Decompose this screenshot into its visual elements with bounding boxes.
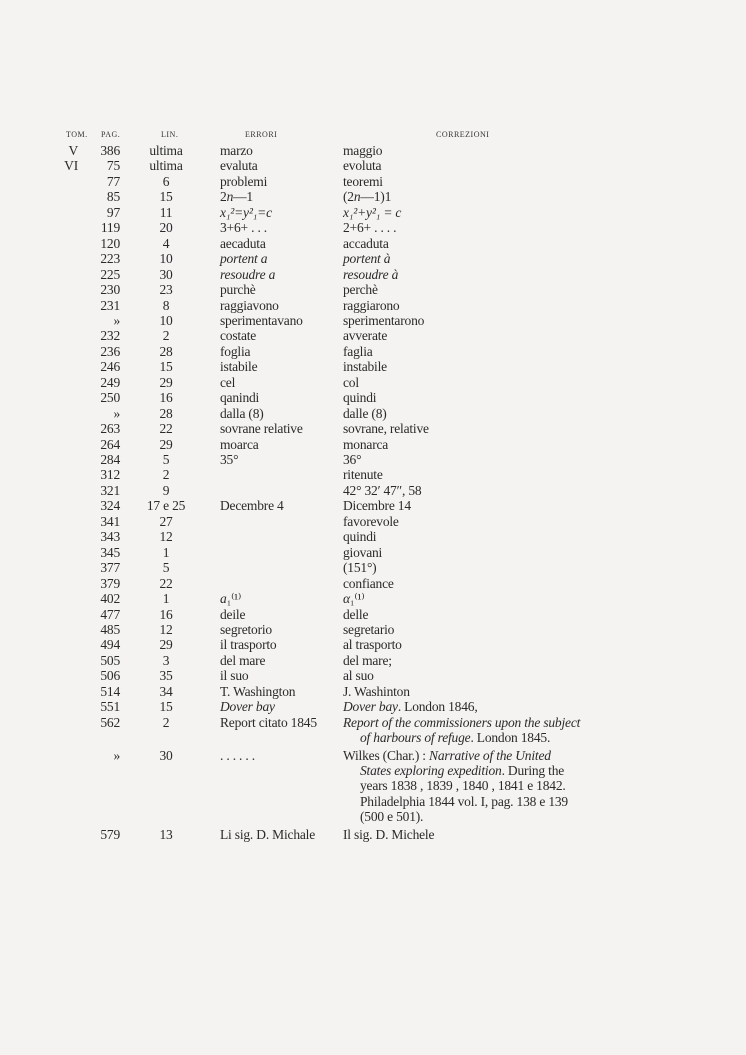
lin-cell: 2	[162, 328, 170, 344]
correzioni-cell: ritenute	[343, 467, 383, 483]
errori-cell: sovrane relative	[220, 421, 303, 437]
lin-cell: 15	[159, 189, 173, 205]
pag-cell: 223	[100, 251, 120, 267]
correzioni-cell: teoremi	[343, 173, 383, 189]
pag-cell: 246	[100, 359, 120, 375]
correction-line	[343, 809, 568, 824]
pag-cell: 120	[100, 235, 120, 251]
lin-cell: 17 e 25	[146, 498, 186, 514]
correzioni-cell	[343, 205, 401, 220]
pag-cell: 119	[100, 220, 120, 236]
errori-cell: moarca	[220, 436, 259, 452]
pag-cell: 345	[100, 544, 120, 560]
pag-cell: 494	[100, 637, 120, 653]
lin-cell: 5	[162, 560, 170, 576]
lin-cell: 20	[159, 220, 173, 236]
correzioni-cell: evoluta	[343, 158, 382, 174]
pag-cell: 379	[100, 575, 120, 591]
text-segment: . London 1845.	[470, 730, 551, 746]
errori-cell: Decembre 4	[220, 498, 284, 514]
correzioni-cell: Dicembre 14	[343, 498, 411, 514]
correction-line	[343, 730, 580, 745]
pag-cell: 579	[100, 826, 120, 842]
header-pag: PAG.	[101, 130, 121, 139]
correzioni-cell: quindi	[343, 529, 377, 545]
header-correzioni: CORREZIONI	[436, 130, 490, 139]
lin-cell: 15	[159, 699, 173, 715]
errori-cell: dalla (8)	[220, 405, 264, 421]
lin-cell: ultima	[149, 158, 183, 174]
errori-cell: Report citato 1845	[220, 714, 317, 730]
correzioni-cell: al trasporto	[343, 637, 402, 653]
pag-cell: 506	[100, 668, 120, 684]
errori-cell: purchè	[220, 282, 256, 298]
tom-cell: V	[68, 143, 78, 158]
text-segment: ₁⁽¹⁾	[226, 591, 242, 607]
text-segment: States exploring expedition	[360, 762, 502, 778]
lin-cell: 13	[159, 826, 173, 842]
pag-cell: 343	[100, 529, 120, 545]
correzioni-cell: col	[343, 374, 359, 390]
text-segment: resoudre a	[220, 266, 276, 282]
text-segment: Dover bay	[220, 699, 275, 715]
pag-cell: 505	[100, 652, 120, 668]
text-segment: ₁⁽¹⁾	[349, 591, 365, 607]
errori-cell: sperimentavano	[220, 312, 303, 328]
errori-cell: costate	[220, 328, 257, 344]
errori-cell: segretorio	[220, 621, 272, 637]
errori-cell	[220, 251, 267, 266]
pag-cell: 402	[100, 591, 120, 607]
correzioni-cell: raggiarono	[343, 297, 400, 313]
lin-cell: 16	[159, 606, 173, 622]
pag-cell: 551	[100, 699, 120, 715]
text-segment: Philadelphia 1844 vol. I, pag. 138 e 139	[360, 793, 568, 809]
text-segment: Wilkes (Char.) :	[343, 747, 430, 763]
correzioni-cell: del mare;	[343, 652, 392, 668]
correzioni-cell: delle	[343, 606, 369, 622]
correzioni-cell: favorevole	[343, 513, 399, 529]
lin-cell: 35	[159, 668, 173, 684]
errori-cell: deile	[220, 606, 246, 622]
pag-cell: »	[113, 405, 120, 421]
text-segment: portent a	[220, 251, 268, 267]
correzioni-cell	[343, 189, 391, 204]
errori-cell: istabile	[220, 359, 258, 375]
correction-line	[343, 794, 568, 809]
text-segment: 2	[220, 189, 227, 205]
correzioni-cell	[343, 267, 398, 282]
lin-cell: 11	[159, 204, 173, 220]
lin-cell: 29	[159, 436, 173, 452]
pag-cell: 477	[100, 606, 120, 622]
correzioni-cell	[343, 715, 580, 746]
pag-cell: 236	[100, 343, 120, 359]
header-tom: TOM.	[66, 130, 88, 139]
text-segment: . London 1846,	[397, 699, 478, 715]
lin-cell: ultima	[149, 143, 183, 158]
text-segment: α	[343, 591, 350, 607]
pag-cell: 324	[100, 498, 120, 514]
correzioni-cell	[343, 748, 568, 825]
text-segment: (500 e 501).	[360, 809, 424, 825]
pag-cell: 263	[100, 421, 120, 437]
pag-cell: 249	[100, 374, 120, 390]
lin-cell: 10	[159, 251, 173, 267]
errori-cell: il suo	[220, 668, 249, 684]
correzioni-cell: Il sig. D. Michele	[343, 826, 435, 842]
lin-cell: 3	[162, 652, 170, 668]
text-segment: Dover bay	[343, 699, 398, 715]
correzioni-cell: perchè	[343, 282, 378, 298]
text-segment: x₁²+y²₁ = c	[343, 204, 402, 220]
text-segment: —1	[233, 189, 253, 205]
correzioni-cell: giovani	[343, 544, 383, 560]
errori-cell: cel	[220, 374, 236, 390]
correzioni-cell: sovrane, relative	[343, 421, 429, 437]
correzioni-cell: 36°	[343, 452, 362, 467]
text-segment: of harbours of refuge	[360, 730, 471, 746]
pag-cell: 341	[100, 513, 120, 529]
correction-line	[343, 778, 568, 793]
pag-cell: 225	[100, 266, 120, 282]
lin-cell: 23	[159, 282, 173, 298]
errori-cell: aecaduta	[220, 235, 266, 251]
correzioni-cell: instabile	[343, 359, 387, 375]
errori-cell: problemi	[220, 173, 268, 189]
correzioni-cell: accaduta	[343, 235, 389, 251]
lin-cell: 30	[159, 266, 173, 282]
pag-cell: 312	[100, 467, 120, 483]
pag-cell: 250	[100, 390, 120, 406]
correzioni-cell	[343, 251, 390, 266]
header-errori: ERRORI	[245, 130, 278, 139]
correzioni-cell: monarca	[343, 436, 389, 452]
lin-cell: 12	[159, 529, 173, 545]
correzioni-cell: confiance	[343, 575, 394, 591]
text-segment: n	[226, 189, 234, 205]
errori-cell: . . . . . .	[220, 747, 255, 763]
pag-cell: 264	[100, 436, 120, 452]
lin-cell: 22	[159, 421, 173, 437]
text-segment: . During the	[501, 762, 565, 778]
errori-cell: 3+6+ . . .	[220, 220, 267, 236]
pag-cell: 232	[100, 328, 120, 344]
errori-cell: T. Washington	[220, 683, 296, 699]
lin-cell: 29	[159, 637, 173, 653]
correzioni-cell: (151°)	[343, 560, 377, 576]
correzioni-cell: 42° 32′ 47″, 58	[343, 482, 422, 498]
pag-cell: 321	[100, 482, 120, 498]
correzioni-cell: J. Washinton	[343, 683, 410, 699]
errori-cell	[220, 699, 275, 714]
lin-cell: 27	[159, 513, 173, 529]
lin-cell: 28	[159, 405, 173, 421]
lin-cell: 2	[162, 714, 170, 730]
lin-cell: 16	[159, 390, 173, 406]
errori-cell: 35°	[220, 452, 239, 467]
lin-cell: 34	[159, 683, 173, 699]
text-segment: Report of the commissioners upon the subject	[343, 714, 581, 730]
correzioni-cell: dalle (8)	[343, 405, 387, 421]
errori-cell: qanindi	[220, 390, 260, 406]
lin-cell: 4	[162, 235, 170, 251]
correzioni-cell: avverate	[343, 328, 388, 344]
lin-cell: 6	[162, 173, 170, 189]
errori-cell: foglia	[220, 343, 251, 359]
correzioni-cell: 2+6+ . . . .	[343, 220, 397, 236]
pag-cell: 231	[100, 297, 120, 313]
text-segment: portent à	[343, 251, 391, 267]
pag-cell: »	[113, 747, 120, 763]
text-segment: (2	[343, 189, 354, 205]
pag-cell: 284	[100, 452, 120, 467]
correzioni-cell: faglia	[343, 343, 373, 359]
pag-cell: 562	[100, 714, 120, 730]
lin-cell: 9	[162, 482, 170, 498]
errori-cell	[220, 267, 275, 282]
errori-cell: Li sig. D. Michale	[220, 826, 316, 842]
pag-cell: 485	[100, 621, 120, 637]
header-lin: LIN.	[161, 130, 179, 139]
errori-cell: raggiavono	[220, 297, 279, 313]
pag-cell: »	[113, 312, 120, 328]
correzioni-cell: quindi	[343, 390, 377, 406]
errori-cell	[220, 189, 253, 204]
correzioni-cell: segretario	[343, 621, 395, 637]
text-segment: Narrative of the United	[429, 747, 551, 763]
correction-line	[343, 715, 580, 730]
text-segment: resoudre à	[343, 266, 399, 282]
text-segment: n	[353, 189, 361, 205]
errori-cell	[220, 205, 272, 220]
correzioni-cell	[343, 699, 478, 714]
correzioni-cell	[343, 591, 364, 606]
tom-cell: VI	[64, 158, 78, 174]
lin-cell: 5	[162, 452, 170, 467]
text-segment: —1)1	[360, 189, 392, 205]
lin-cell: 15	[159, 359, 173, 375]
lin-cell: 8	[162, 297, 170, 313]
pag-cell: 85	[106, 189, 120, 205]
lin-cell: 12	[159, 621, 173, 637]
correction-line	[343, 763, 568, 778]
lin-cell: 1	[162, 544, 170, 560]
lin-cell: 2	[162, 467, 170, 483]
text-segment: years 1838 , 1839 , 1840 , 1841 e 1842.	[360, 778, 566, 794]
pag-cell: 386	[100, 143, 120, 158]
lin-cell: 22	[159, 575, 173, 591]
errori-cell: del mare	[220, 652, 266, 668]
errori-cell: il trasporto	[220, 637, 277, 653]
lin-cell: 28	[159, 343, 173, 359]
pag-cell: 77	[106, 173, 120, 189]
errori-cell: evaluta	[220, 158, 258, 174]
lin-cell: 1	[162, 591, 170, 607]
pag-cell: 75	[106, 158, 120, 174]
text-segment: x₁²=y²₁=c	[220, 204, 272, 220]
errori-cell: marzo	[220, 143, 253, 158]
pag-cell: 97	[106, 204, 120, 220]
correzioni-cell: maggio	[343, 143, 383, 158]
correzioni-cell: al suo	[343, 668, 374, 684]
errori-cell	[220, 591, 241, 606]
lin-cell: 10	[159, 312, 173, 328]
pag-cell: 377	[100, 560, 120, 576]
lin-cell: 29	[159, 374, 173, 390]
pag-cell: 230	[100, 282, 120, 298]
pag-cell: 514	[100, 683, 120, 699]
correzioni-cell: sperimentarono	[343, 312, 425, 328]
text-segment: a	[220, 591, 227, 607]
lin-cell: 30	[159, 747, 173, 763]
correction-line	[343, 748, 568, 763]
